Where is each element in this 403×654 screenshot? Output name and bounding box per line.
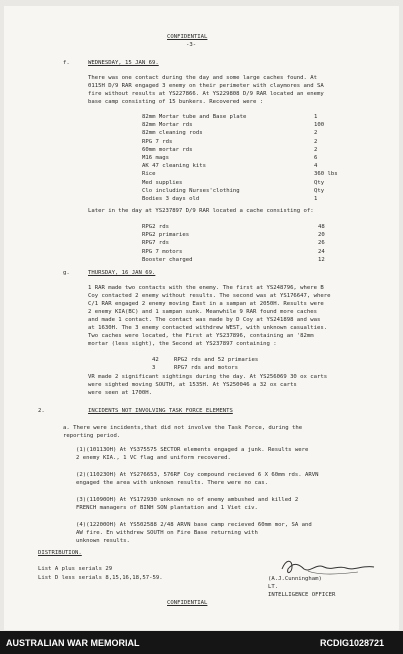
item-quantity: 2 [314, 146, 318, 153]
item-name: 82mm cleaning rods [142, 130, 203, 137]
section-f-letter: f. [63, 60, 70, 66]
signatory-name: (A.J.Cunningham) [268, 576, 322, 582]
section-g-letter: g. [63, 270, 70, 276]
paragraph-line: 2 enemy KIA(BC) and 1 sampan sunk. Meanwhile 9 RAR found more caches [88, 309, 318, 315]
item-name: M16 mags [142, 155, 169, 161]
incident-line: (2)(11023OH) At YS276653, 576RF Coy compound recieved 6 X 60mm rds. ARVN [76, 472, 319, 478]
item-quantity: 2 [314, 138, 318, 145]
item-quantity: 360 lbs [314, 171, 338, 178]
item-quantity: 1 [314, 196, 318, 202]
signatory-role: INTELLIGENCE OFFICER [268, 592, 336, 598]
archive-footer-bar [0, 631, 403, 654]
paragraph-line: and made 1 contact. The contact was made by D Coy at YS241898 and was [88, 317, 321, 323]
incident-line: 2 enemy KIA., 1 VC flag and uniform recovered. [76, 455, 231, 461]
item-name: RPG2 rds [142, 224, 169, 230]
paragraph-line: 1 RAR made two contacts with the enemy. The first at YS248796, where B [88, 285, 324, 291]
item-quantity: Qty [314, 187, 325, 194]
item-name: 82mm Mortar rds [142, 122, 193, 129]
incident-line: unknown results. [76, 538, 130, 544]
item-name: Booster charged [142, 256, 193, 263]
paragraph-line: Coy contacted 2 enemy without results. The second was at YS176647, where [88, 293, 331, 299]
item-quantity: 26 [318, 240, 325, 247]
section-2-intro-cont: reporting period. [63, 433, 121, 439]
section-f-date: WEDNESDAY, 15 JAN 69. [88, 60, 159, 66]
section-2-number: 2. [38, 408, 45, 414]
distribution-list-a: List A plus serials 29 [38, 566, 113, 572]
item-quantity: 100 [314, 122, 325, 129]
paragraph-line: There was one contact during the day and some large caches found. At [88, 75, 318, 81]
item-quantity: 6 [314, 155, 318, 161]
section-2-title: INCIDENTS NOT INVOLVING TASK FORCE ELEMENTS [88, 408, 233, 414]
archive-name: AUSTRALIAN WAR MEMORIAL [6, 638, 140, 648]
page-number: -3- [186, 42, 197, 48]
item-name: RPG2 primaries [142, 232, 190, 239]
distribution-list-d: List D less serials 8,15,16,18,57-59. [38, 575, 163, 581]
item-name: Bodies 3 days old [142, 196, 200, 202]
item-quantity: 24 [318, 248, 325, 255]
paragraph-line: Two caches were located, the First at YS237896, containing an '82mm [88, 333, 314, 339]
item-quantity: 42 [152, 357, 159, 363]
item-name: RPG2 rds and 52 primaries [174, 357, 259, 363]
item-name: 60mm mortar rds [142, 146, 193, 153]
incident-line: (3)(11090OH) At YS172930 unknown no of enemy ambushed and killed 2 [76, 497, 299, 503]
footer-classification: CONFIDENTIAL [167, 600, 208, 606]
item-name: RPG7 rds and motors [174, 365, 238, 372]
incident-line: AW fire. En withdrew SOUTH on Fire Base returning with [76, 530, 258, 536]
paragraph-line: were seen at 1700H. [88, 390, 152, 396]
section-2-intro: a. There were incidents,that did not involve the Task Force, during the [63, 425, 303, 431]
incident-line: (4)(12200OH) At YS502588 2/48 ARVN base camp recieved 60mm mor, SA and [76, 522, 312, 528]
incident-line: FRENCH managers of BINH SON plantation and 1 Viet civ. [76, 505, 258, 511]
item-quantity: 4 [314, 163, 318, 170]
item-name: Med supplies [142, 179, 183, 186]
section-f-later: Later in the day at YS237897 D/9 RAR located a cache consisting of: [88, 208, 314, 214]
item-name: Rice [142, 171, 156, 178]
section-g-date: THURSDAY, 16 JAN 69. [88, 270, 156, 276]
incident-line: (1)(10113OH) At YS375575 SECTOR elements engaged a junk. Results were [76, 447, 309, 453]
paragraph-line: mortar (less sight), the Second at YS237897 containing : [88, 341, 277, 347]
paragraph-line: VR made 2 significant sightings during the day. At YS256069 30 ox carts [88, 374, 328, 380]
archive-id: RCDIG1028721 [320, 638, 385, 648]
item-name: RPG 7 rds [142, 138, 173, 145]
item-quantity: 3 [152, 365, 156, 372]
header-classification: CONFIDENTIAL [167, 34, 208, 40]
paragraph-line: at 1630H. The 3 enemy contacted withdrew WEST, with unknown casualties. [88, 325, 328, 331]
item-name: RPG7 rds [142, 240, 169, 247]
item-name: Clo including Nurses'clothing [142, 187, 240, 194]
item-quantity: 2 [314, 130, 318, 137]
item-quantity: 20 [318, 232, 325, 239]
item-quantity: 12 [318, 256, 325, 263]
signatory-rank: LT. [268, 584, 279, 590]
paragraph-line: were sighted moving SOUTH, at 1535H. At YS250046 a 32 ox carts [88, 382, 297, 388]
incident-line: engaged the area with unknown results. There were no cas. [76, 480, 268, 486]
item-quantity: 48 [318, 224, 325, 230]
paragraph-line: fire without results at YS227866. At YS229808 D/9 RAR located an enemy [88, 91, 324, 97]
paragraph-line: 0115H D/9 RAR engaged 3 enemy on their perimeter with claymores and SA [88, 83, 324, 89]
item-name: 82mm Mortar tube and Base plate [142, 114, 247, 120]
item-name: RPG 7 motors [142, 248, 183, 255]
item-quantity: Qty [314, 179, 325, 186]
item-name: AK 47 cleaning kits [142, 163, 206, 170]
distribution-title: DISTRIBUTION. [38, 550, 82, 556]
item-quantity: 1 [314, 114, 318, 120]
paragraph-line: C/1 RAR engaged 2 enemy moving East in a sampan at 2050H. Results were [88, 301, 324, 307]
paragraph-line: base camp consisting of 15 bunkers. Recovered were : [88, 99, 264, 105]
